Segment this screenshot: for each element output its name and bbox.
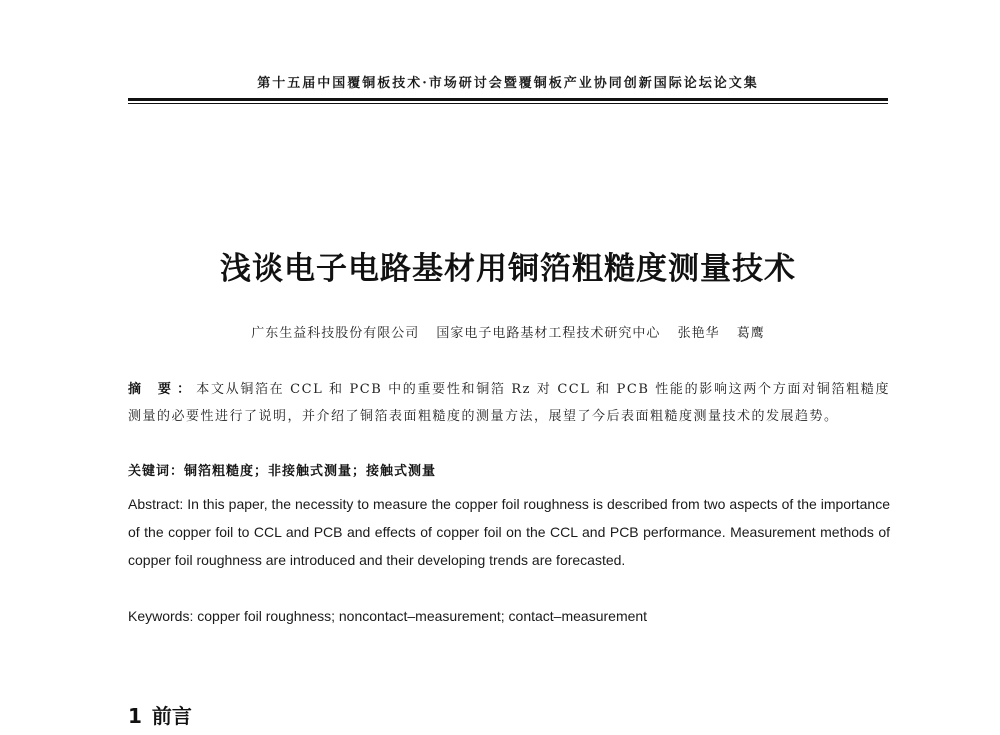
author-2: 葛鹰 [736, 326, 765, 341]
keywords-en-text: copper foil roughness; noncontact–measurement; contact–measurement [197, 608, 648, 624]
header-rule-thin [128, 103, 888, 104]
keywords-cn-text: 铜箔粗糙度；非接触式测量；接触式测量 [184, 464, 437, 479]
paper-title: 浅谈电子电路基材用铜箔粗糙度测量技术 [220, 251, 796, 287]
keywords-cn-label: 关键词： [128, 464, 185, 479]
keywords-chinese [128, 460, 890, 479]
abstract-chinese [128, 376, 890, 430]
abstract-en-text: In this paper, the necessity to measure the copper foil roughness is described from two aspects of the importance of the copper foil to CCL and PCB and effects of copper foil on the CCL and PCB performance. Measurement methods of copper foil roughness are introduced and their developing trends are forecasted. [128, 496, 890, 568]
affiliation-2: 国家电子电路基材工程技术研究中心 [436, 326, 661, 341]
abstract-english [128, 490, 890, 574]
abstract-en-label: Abstract: [128, 496, 188, 512]
keywords-en-label: Keywords: [128, 608, 198, 624]
running-header: 第十五届中国覆铜板技术·市场研讨会暨覆铜板产业协同创新国际论坛论文集 [257, 76, 759, 91]
affiliation-1: 广东生益科技股份有限公司 [251, 326, 420, 341]
abstract-cn-label: 摘 要： [128, 382, 197, 397]
author-1: 张艳华 [677, 326, 720, 341]
keywords-english [128, 608, 890, 624]
author-line [120, 322, 896, 341]
section-number: 1 [128, 704, 142, 728]
abstract-cn-text: 本文从铜箔在 CCL 和 PCB 中的重要性和铜箔 Rz 对 CCL 和 PCB 性能的影响这两个方面对铜箔粗糙度测量的必要性进行了说明，并介绍了铜箔表面粗糙度的测量方法，展望了今后表面粗糙度测量技术的发展趋势。 [128, 382, 890, 424]
section-heading-introduction [128, 700, 192, 729]
section-title: 前言 [151, 704, 192, 728]
header-rule-thick [128, 98, 888, 101]
